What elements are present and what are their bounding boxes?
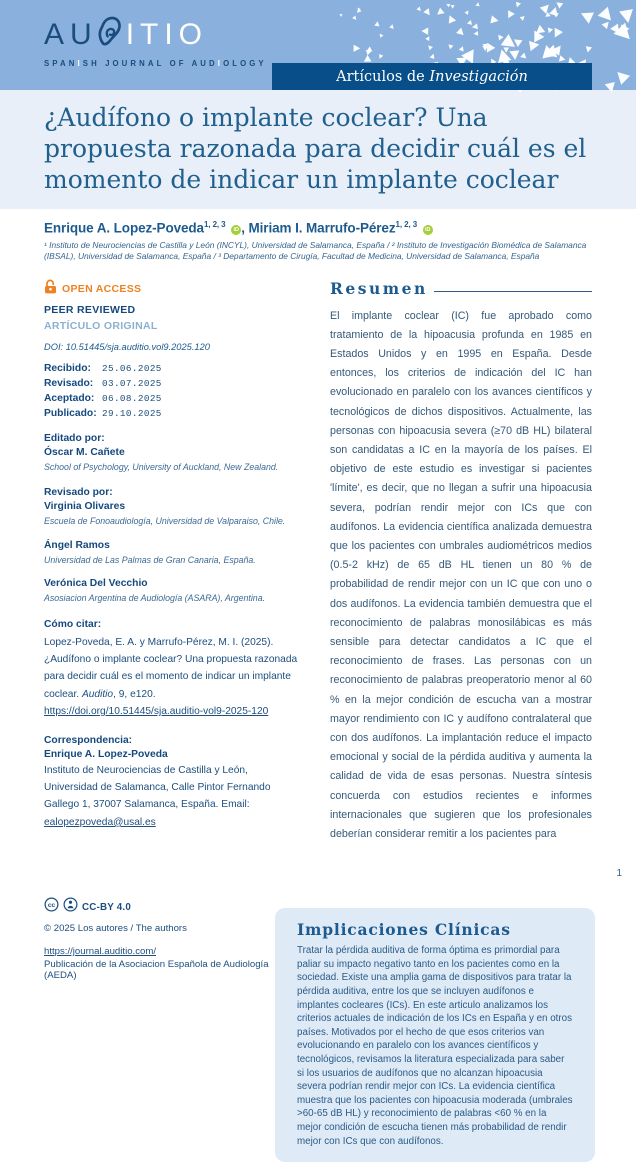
main-content xyxy=(0,269,636,1162)
open-access-row xyxy=(44,279,300,299)
reviewer-affiliation: Asosiacion Argentina de Audiología (ASARA), Argentina. xyxy=(44,592,300,605)
correspondence-address: Instituto de Neurociencias de Castilla y León, Universidad de Salamanca, Calle Pintor Fernando Gallego 1, 37007 Salamanca, España. Email: ealopezpoveda@usal.es xyxy=(44,762,300,832)
abstract-heading: Resumen xyxy=(330,279,428,298)
reviewer-affiliation: Universidad de Las Palmas de Gran Canaria, España. xyxy=(44,554,300,567)
article-title: ¿Audífono o implante coclear? Una propuesta razonada para decidir cuál es el momento de indicar un implante coclear xyxy=(44,102,592,195)
date-row xyxy=(44,378,300,389)
section-banner xyxy=(272,63,592,90)
logo-letters-right: ITIO xyxy=(126,18,208,52)
author-name: Miriam I. Marrufo-Pérez xyxy=(249,221,396,236)
date-value: 06.08.2025 xyxy=(102,393,162,404)
article-type-label: ARTÍCULO ORIGINAL xyxy=(44,320,300,332)
section-banner-label: Artículos de Investigación xyxy=(336,69,528,85)
date-label: Revisado: xyxy=(44,378,102,389)
date-label: Aceptado: xyxy=(44,393,102,404)
author-affiliations: ¹ Instituto de Neurociencias de Castilla y León (INCYL), Universidad de Salamanca, España / ² Instituto de Investigación Biomédica de Salamanca (IBSAL), Universidad de Salamanca, España / ³ Departamento de Cirugía, Facultad de Medicina, Universidad de Salamanca, España xyxy=(44,240,592,263)
date-row xyxy=(44,408,300,419)
peer-reviewed-label: PEER REVIEWED xyxy=(44,304,300,316)
page-number: 1 xyxy=(616,868,622,879)
date-value: 03.07.2025 xyxy=(102,378,162,389)
editor-affiliation: School of Psychology, University of Auckland, New Zealand. xyxy=(44,461,300,474)
reviewer-name: Virginia Olivares xyxy=(44,501,300,512)
cc-by-person-icon xyxy=(63,897,78,917)
editor-name: Óscar M. Cañete xyxy=(44,447,300,458)
cc-icon xyxy=(44,897,59,917)
date-value: 29.10.2025 xyxy=(102,408,162,419)
reviewer-affiliation: Escuela de Fonoaudiología, Universidad de Valparaiso, Chile. xyxy=(44,515,300,528)
journal-logo-subtitle: SPANISH JOURNAL OF AUDIOLOGY xyxy=(44,59,267,68)
date-row xyxy=(44,363,300,374)
abstract-text: El implante coclear (IC) fue aprobado como tratamiento de la hipoacusia profunda en 1985 en Estados Unidos y en 1995 en España. Desde entonces, los criterios de indicación del IC han evolucionado en paralelo con los avances científicos y tecnológicos de dichos dispositivos. Actualmente, las personas con hipoacusia severa (≥70 dB HL) bilateral son candidatas a IC en la mayoría de los países. El objetivo de este estudio es investigar si pacientes 'límite', es decir, que no llegan a sufrir una hipoacusia severa, podrían rendir mejor con ICs que con audífonos. La evidencia científica analizada demuestra que los pacientes con umbrales audiométricos medios (0.5-2 kHz) de 65 dB HL tienen un 80 % de probabilidad de rendir mejor con un IC que con uno o dos audífonos. La evidencia también demuestra que el reconocimiento de palabras monosilábicas es más sensible para detectar candidatos a IC que el reconocimiento de frases. Las personas con un reconocimiento de palabras preoperatorio menor al 60 % en la mejor condición de escucha van a mostrar mayor rendimiento con IC y audífono contralateral que con dos audífonos. La implantación reduce el impacto emocional y social de la pérdida auditiva y aumenta la calidad de vida de esas personas. Nuestra síntesis concuerda con estudios recientes e informes internacionales que sugieren que los profesionales deberían considerar remitir a los pacientes para xyxy=(330,307,592,845)
reviewed-by-heading: Revisado por: xyxy=(44,487,300,498)
open-access-label: OPEN ACCESS xyxy=(62,283,141,295)
clinical-implications-heading: Implicaciones Clínicas xyxy=(297,920,573,939)
copyright-line: © 2025 Los autores / The authors xyxy=(44,923,300,934)
open-access-lock-icon xyxy=(44,279,57,299)
author-superscript: 1, 2, 3 xyxy=(396,220,418,229)
citation-text: Lopez-Poveda, E. A. y Marrufo-Pérez, M. I. (2025). ¿Audífono o implante coclear? Una propuesta razonada para decidir cuál es el momento de indicar un implante coclear. Auditio, 9, e120. https://doi.org/10.51445/sja.auditio-vol9-2025-120 xyxy=(44,634,300,721)
reviewer-name: Verónica Del Vecchio xyxy=(44,578,300,589)
author-separator: , xyxy=(241,221,248,236)
journal-url-link[interactable]: https://journal.auditio.com/ xyxy=(44,946,156,957)
orcid-icon[interactable]: iD xyxy=(423,225,433,235)
citation-journal-name: Auditio xyxy=(82,689,113,700)
date-row xyxy=(44,393,300,404)
dates-list xyxy=(44,363,300,419)
ear-icon xyxy=(96,14,123,56)
correspondence-email-link[interactable]: ealopezpoveda@usal.es xyxy=(44,817,156,828)
metadata-sidebar xyxy=(44,277,300,1162)
date-value: 25.06.2025 xyxy=(102,363,162,374)
author-block xyxy=(0,209,636,269)
author-line xyxy=(44,220,592,236)
abstract-heading-row xyxy=(330,279,592,298)
clinical-implications-text: Tratar la pérdida auditiva de forma óptima es primordial para paliar su impacto negativo tanto en los pacientes como en la sociedad. Existe una amplia gama de dispositivos para tratar la pérdida auditiva, entre los que se incluyen audífonos e implantes cocleares (ICs). En este articulo analizamos los criterios actuales de indicación de los ICs en España y en otros países. Motivados por el hecho de que esos criterios van evolucionando en paralelo con los avances científicos y tecnológicos, revisamos la literatura especializada para saber si los usuarios de audífonos que no alcanzan hipoacusia severa podrían rendir mejor con ICs. La evidencia científica muestra que los pacientes con hipoacusia moderada (umbrales >60-65 dB HL) y reconocimiento de palabras <60 % en la mejor condición de escucha tienen más probabilidad de rendir mejor con ICs que con audífonos. xyxy=(297,944,573,1148)
citation-doi-link[interactable]: https://doi.org/10.51445/sja.auditio-vol9-2025-120 xyxy=(44,706,268,717)
correspondence-name: Enrique A. Lopez-Poveda xyxy=(44,749,300,760)
clinical-implications-box xyxy=(275,908,595,1162)
date-label: Recibido: xyxy=(44,363,102,374)
reviewer-name: Ángel Ramos xyxy=(44,540,300,551)
doi-text: DOI: 10.51445/sja.auditio.vol9.2025.120 xyxy=(44,342,300,352)
correspondence-heading: Correspondencia: xyxy=(44,735,300,746)
title-band xyxy=(0,90,636,209)
license-row xyxy=(44,897,300,917)
edited-by-heading: Editado por: xyxy=(44,433,300,444)
abstract-heading-rule xyxy=(434,291,592,292)
orcid-icon[interactable]: iD xyxy=(231,225,241,235)
publisher-line: Publicación de la Asociacion Española de Audiología (AEDA) xyxy=(44,959,300,981)
journal-header xyxy=(0,0,636,90)
license-label: CC-BY 4.0 xyxy=(82,902,131,913)
journal-logo-word xyxy=(44,14,267,56)
journal-logo xyxy=(44,14,267,68)
date-label: Publicado: xyxy=(44,408,102,419)
author-superscript: 1, 2, 3 xyxy=(204,220,226,229)
content-column xyxy=(330,277,592,1162)
svg-text:cc: cc xyxy=(48,902,56,909)
how-to-cite-heading: Cómo citar: xyxy=(44,619,300,630)
logo-letters-left: AU xyxy=(44,18,98,52)
author-name: Enrique A. Lopez-Poveda xyxy=(44,221,204,236)
